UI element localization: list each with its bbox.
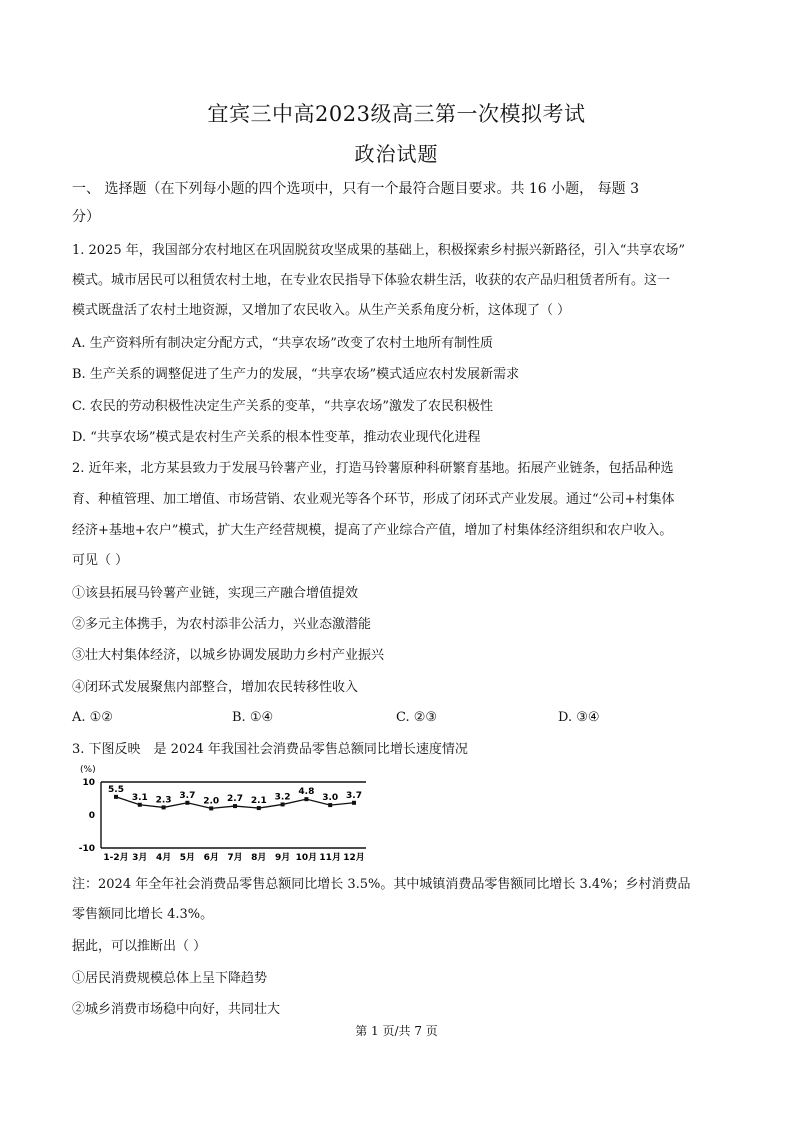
y-axis-unit-label: (%) xyxy=(80,765,96,775)
y-tick-label: -10 xyxy=(78,844,95,854)
x-tick-label: 5月 xyxy=(179,853,196,863)
data-label: 3.7 xyxy=(346,790,362,801)
q2-choice-b: B. ①④ xyxy=(232,710,274,725)
section-heading-line1: 一、 选择题（在下列每小题的四个选项中，只有一个最符合题目要求。共 16 小题， 每题 3 xyxy=(72,181,639,197)
x-tick-label: 12月 xyxy=(343,853,365,863)
q2-item-4: ④闭环式发展聚焦内部整合，增加农民转移性收入 xyxy=(72,680,359,695)
data-point xyxy=(281,802,285,806)
exam-subtitle: 政治试题 xyxy=(354,142,439,166)
data-point xyxy=(304,797,308,801)
section-heading-line2: 分） xyxy=(72,209,100,225)
data-label: 3.1 xyxy=(131,792,148,803)
data-point xyxy=(138,803,142,807)
x-tick-label: 4月 xyxy=(155,853,172,863)
data-point xyxy=(328,803,332,807)
data-label: 5.5 xyxy=(108,784,124,795)
data-point xyxy=(233,804,237,808)
x-tick-label: 10月 xyxy=(295,853,318,863)
q3-note-line1: 注：2024 年全年社会消费品零售总额同比增长 3.5%。其中城镇消费品零售额同比增长 3.4%；乡村消费品 xyxy=(72,877,691,892)
q2-choice-d: D. ③④ xyxy=(558,710,600,725)
data-label: 3.7 xyxy=(179,790,196,801)
q2-choice-a: A. ①② xyxy=(72,710,113,725)
y-tick-label: 0 xyxy=(88,811,95,821)
q2-choice-c: C. ②③ xyxy=(396,710,438,725)
data-point xyxy=(209,806,213,810)
data-point xyxy=(185,801,189,805)
q2-stem-line2: 育、种植管理、加工增值、市场营销、农业观光等各个环节，形成了闭环式产业发展。通过“公司+村集体 xyxy=(72,492,675,507)
data-label: 3.2 xyxy=(274,792,291,803)
data-label: 2.0 xyxy=(203,796,220,807)
q3-note-line2: 零售额同比增长 4.3%。 xyxy=(72,907,214,922)
q1-option-d: D. “共享农场”模式是农村生产关系的根本性变革，推动农业现代化进程 xyxy=(72,430,481,445)
data-point xyxy=(257,806,261,810)
q3-item-1: ①居民消费规模总体上呈下降趋势 xyxy=(72,971,268,986)
q1-stem-line1: 1. 2025 年，我国部分农村地区在巩固脱贫攻坚成果的基础上，积极探索乡村振兴新路径，引入“共享农场” xyxy=(72,243,686,258)
q2-item-3: ③壮大村集体经济，以城乡协调发展助力乡村产业振兴 xyxy=(72,648,385,663)
q2-stem-line3: 经济+基地+农户”模式，扩大生产经营规模，提高了产业综合产值，增加了村集体经济组织和农户收入。 xyxy=(72,523,673,538)
q1-option-a: A. 生产资料所有制决定分配方式，“共享农场”改变了农村土地所有制性质 xyxy=(72,336,493,351)
x-tick-label: 3月 xyxy=(132,853,148,863)
page-number: 第 1 页/共 7 页 xyxy=(355,1024,438,1038)
data-point xyxy=(352,801,356,805)
x-tick-label: 7月 xyxy=(227,853,243,863)
q2-stem-line4: 可见（ ） xyxy=(72,553,129,568)
q2-item-1: ①该县拓展马铃薯产业链，实现三产融合增值提效 xyxy=(72,586,359,601)
x-tick-label: 6月 xyxy=(203,853,219,863)
data-label: 2.1 xyxy=(250,796,267,807)
q2-stem-line1: 2. 近年来，北方某县致力于发展马铃薯产业，打造马铃薯原种科研繁育基地。拓展产业链条，包括品种选 xyxy=(72,461,674,476)
data-label: 2.3 xyxy=(155,795,172,806)
exam-title: 宜宾三中高2023级高三第一次模拟考试 xyxy=(207,102,586,126)
q2-item-2: ②多元主体携手，为农村添非公活力，兴业态激潜能 xyxy=(72,617,372,632)
q3-stem: 3. 下图反映 是 2024 年我国社会消费品零售总额同比增长速度情况 xyxy=(72,742,468,757)
q3-ask: 据此，可以推断出（ ） xyxy=(72,939,207,954)
q3-item-2: ②城乡消费市场稳中向好，共同壮大 xyxy=(72,1002,281,1017)
data-point xyxy=(162,805,166,809)
q1-stem-line2: 模式。城市居民可以租赁农村土地，在专业农民指导下体验农耕生活，收获的农产品归租赁者所有。这一 xyxy=(72,273,671,288)
q1-option-c: C. 农民的劳动积极性决定生产关系的变革，“共享农场”激发了农民积极性 xyxy=(72,399,494,414)
x-tick-label: 8月 xyxy=(251,853,267,863)
data-point xyxy=(114,795,118,799)
data-label: 3.0 xyxy=(322,793,339,804)
q1-option-b: B. 生产关系的调整促进了生产力的发展，“共享农场”模式适应农村发展新需求 xyxy=(72,367,520,382)
q1-stem-line3: 模式既盘活了农村土地资源，又增加了农民收入。从生产关系角度分析，这体现了（ ） xyxy=(72,303,571,318)
x-tick-label: 11月 xyxy=(319,853,341,863)
retail-sales-growth-chart xyxy=(70,760,380,872)
x-tick-label: 9月 xyxy=(274,853,291,863)
data-label: 2.7 xyxy=(227,794,243,805)
data-label: 4.8 xyxy=(298,787,315,798)
y-tick-label: 10 xyxy=(82,778,95,788)
x-tick-label: 1-2月 xyxy=(103,853,129,863)
